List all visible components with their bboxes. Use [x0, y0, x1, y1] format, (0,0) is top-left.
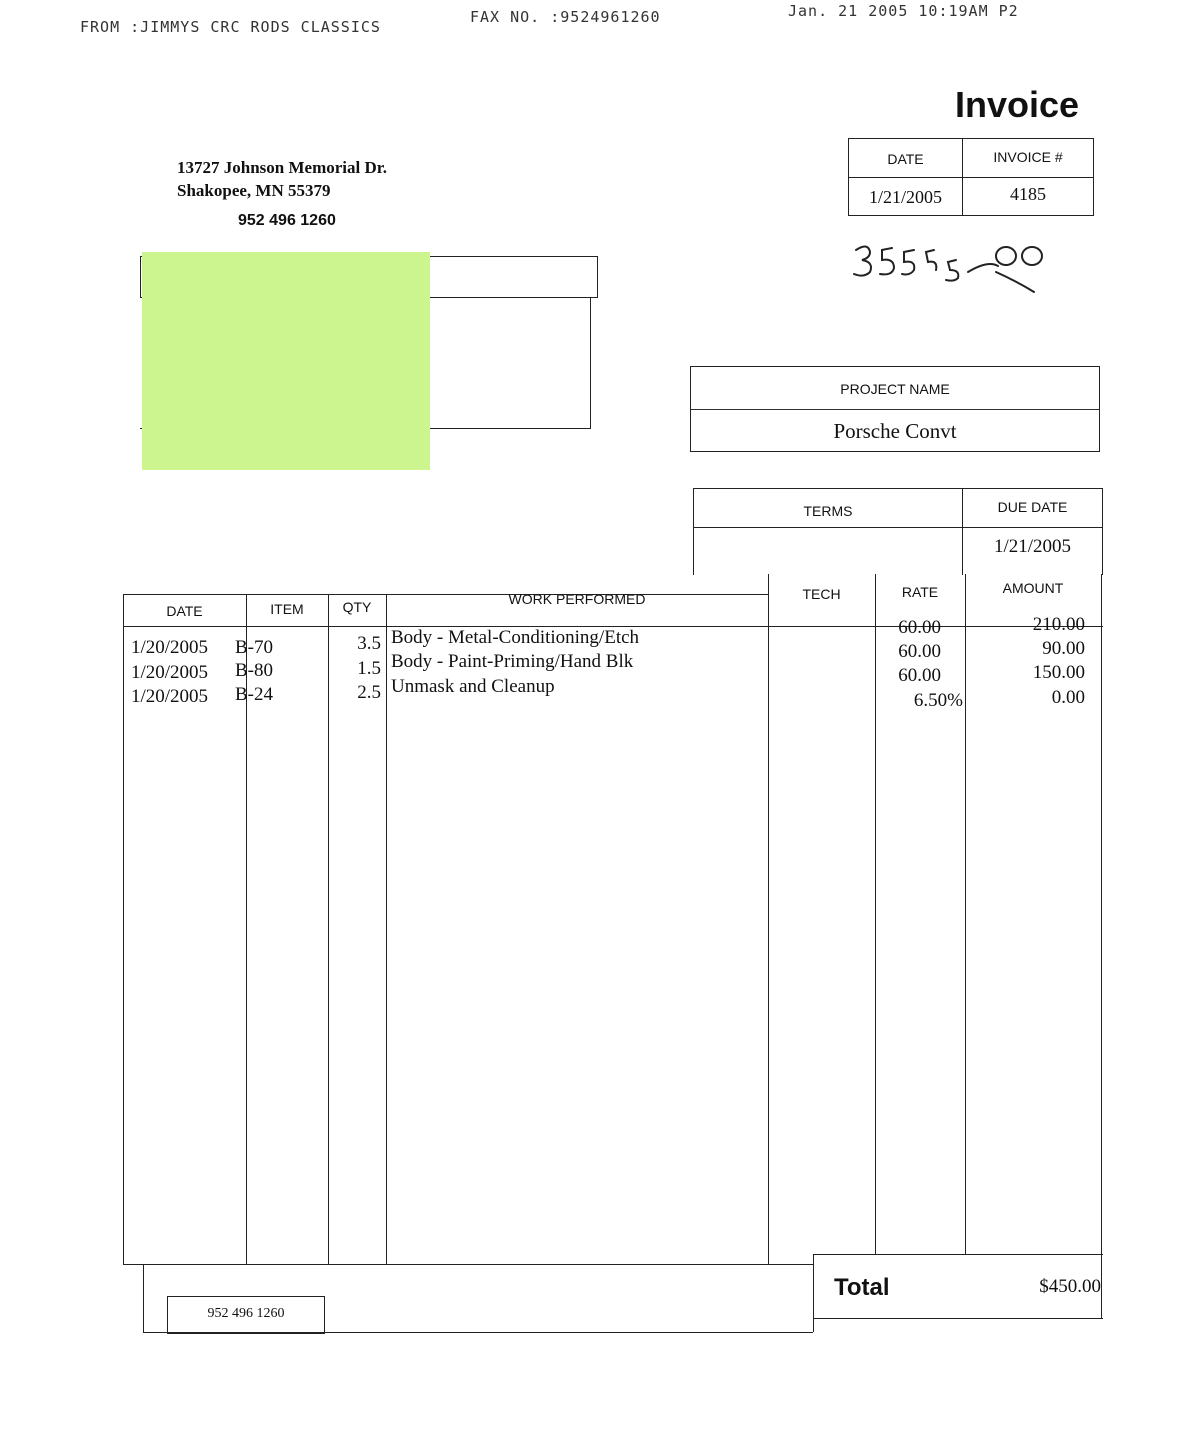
invoice-number-header: INVOICE #: [993, 149, 1063, 165]
footer-phone-box: [167, 1296, 325, 1334]
project-name: Porsche Convt: [833, 419, 957, 443]
row-3-rate: 60.00: [898, 665, 941, 686]
due-date: 1/21/2005: [993, 536, 1072, 557]
row-1-rate: 60.00: [898, 617, 941, 638]
page-title: Invoice: [955, 84, 1080, 125]
col-header-work: WORK PERFORMED: [508, 591, 646, 607]
footer-phone: 952 496 1260: [207, 1306, 285, 1321]
row-3-date: 1/20/2005: [131, 686, 209, 707]
col-header-rate: RATE: [901, 584, 939, 600]
row-1-work: Body - Metal-Conditioning/Etch: [391, 627, 640, 648]
row-2-date: 1/20/2005: [131, 662, 209, 683]
row-4-rate: 6.50%: [913, 690, 963, 711]
row-2-work: Body - Paint-Priming/Hand Blk: [391, 651, 634, 672]
col-header-qty: QTY: [342, 599, 372, 615]
terms-header: TERMS: [803, 503, 853, 519]
invoice-date: 1/21/2005: [868, 187, 942, 207]
row-3-qty: 2.5: [357, 682, 381, 703]
row-1-amount: 210.00: [1032, 614, 1085, 635]
project-name-header: PROJECT NAME: [840, 381, 950, 397]
due-date-header: DUE DATE: [997, 499, 1068, 515]
total-amount: $450.00: [1039, 1276, 1101, 1297]
terms-box: [693, 488, 1103, 575]
row-3-amount: 150.00: [1032, 662, 1085, 683]
handwritten-note: [848, 236, 1048, 300]
row-2-item: B-80: [235, 660, 273, 681]
row-2-amount: 90.00: [1042, 638, 1085, 659]
invoice-number: 4185: [1010, 184, 1046, 204]
row-1-date: 1/20/2005: [131, 637, 209, 658]
col-header-amount: AMOUNT: [1002, 580, 1064, 596]
row-2-rate: 60.00: [898, 641, 941, 662]
invoice-info-box: [848, 138, 1094, 216]
fax-number: FAX NO. :9524961260: [470, 8, 661, 26]
project-box: [690, 366, 1100, 452]
sticky-note: [142, 252, 430, 470]
row-1-qty: 3.5: [357, 633, 381, 654]
row-2-qty: 1.5: [357, 658, 381, 679]
line-items-table: [123, 574, 1103, 1334]
date-header: DATE: [887, 151, 924, 167]
fax-datetime: Jan. 21 2005 10:19AM P2: [788, 2, 1019, 20]
col-header-tech: TECH: [802, 586, 841, 602]
row-1-item: B-70: [235, 637, 273, 658]
sender-phone: 952 496 1260: [238, 212, 336, 229]
row-3-work: Unmask and Cleanup: [391, 676, 555, 697]
row-4-amount: 0.00: [1051, 687, 1085, 708]
fax-header: [0, 0, 1200, 50]
fax-from: FROM :JIMMYS CRC RODS CLASSICS: [80, 18, 381, 36]
total-label: Total: [834, 1274, 890, 1301]
sender-address-line1: 13727 Johnson Memorial Dr.: [177, 158, 387, 177]
sender-address-line2: Shakopee, MN 55379: [177, 181, 331, 200]
row-3-item: B-24: [235, 684, 273, 705]
col-header-item: ITEM: [270, 601, 304, 617]
col-header-date: DATE: [166, 603, 203, 619]
